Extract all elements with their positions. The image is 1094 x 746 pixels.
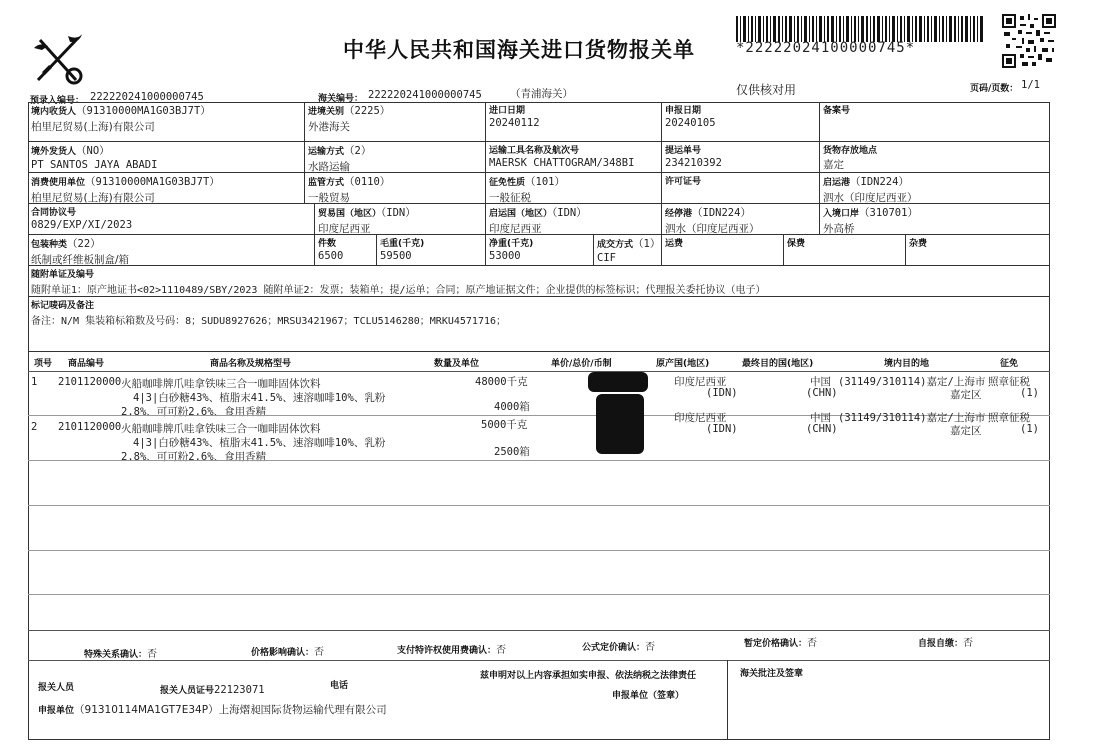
goods-dest-place-district: 嘉定区: [950, 425, 982, 437]
deal-mode-cell: 成交方式（1） CIF: [594, 235, 662, 266]
goods-name: 火船咖啡牌爪哇拿铁味三合一咖啡固体饮料: [121, 423, 321, 435]
license-cell: 许可证号: [662, 173, 820, 204]
goods-levy: 照章征税: [988, 376, 1030, 388]
customs-emblem: [28, 28, 90, 90]
record-no-cell: 备案号: [820, 102, 1050, 142]
col-header-item: 项号: [34, 359, 53, 369]
goods-spec: 4|3|白砂糖43%、植脂末41.5%、速溶咖啡10%、乳粉: [133, 437, 386, 449]
origin-country-cell: 启运国（地区）（IDN） 印度尼西亚: [486, 204, 662, 235]
declarant-label: 报关人员: [38, 683, 75, 693]
goods-row-divider: [28, 460, 1050, 461]
pre-entry-label: 预录入编号：: [30, 96, 85, 106]
customs-office: （青浦海关）: [510, 88, 573, 100]
transport-mode-cell: 运输方式（2） 水路运输: [305, 142, 486, 173]
transit-port-cell: 经停港（IDN224） 泗水（印度尼西亚）: [662, 204, 820, 235]
pre-entry-number: 222220241000000745: [90, 91, 204, 103]
contract-cell: 合同协议号 0829/EXP/XI/2023: [28, 204, 315, 235]
package-cell: 包装种类（22） 纸制或纤维板制盒/箱: [28, 235, 315, 266]
goods-header-rule: [28, 371, 1050, 372]
goods-dest-country-code: (CHN): [806, 387, 838, 399]
goods-item-no: 1: [31, 376, 38, 388]
barcode-text: *22222024100000745*: [736, 40, 916, 56]
freight-cell: 运费: [662, 235, 784, 266]
goods-levy-code: (1): [1020, 423, 1039, 435]
goods-hs-code: 2101120000: [58, 421, 122, 433]
departure-port-cell: 启运港（IDN224） 泗水（印度尼西亚）: [820, 173, 1050, 204]
declare-date-cell: 申报日期 20240105: [662, 102, 820, 142]
goods-table-bottom: [28, 630, 1050, 631]
import-date-cell: 进口日期 20240112: [486, 102, 662, 142]
docs-cell: 随附单证及编号 随附单证1：原产地证书<02>1110489/SBY/2023 随附单证2：发票；装箱单；提/运单；合同；原产地证据文件；企业提供的标签标识；代理报关委托协议（电子）: [28, 266, 1050, 297]
goods-name: 火船咖啡牌爪哇拿铁味三合一咖啡固体饮料: [121, 378, 321, 390]
misc-cell: 杂费: [906, 235, 1050, 266]
trade-country-cell: 贸易国（地区）（IDN） 印度尼西亚: [315, 204, 486, 235]
goods-origin-code: (IDN): [706, 387, 738, 399]
goods-row-divider: [28, 550, 1050, 551]
phone-label: 电话: [330, 681, 349, 691]
goods-row-divider: [28, 594, 1050, 595]
footer-divider: [727, 660, 728, 740]
col-header-levy: 征免: [1000, 359, 1019, 369]
customs-approval-label: 海关批注及签章: [740, 669, 804, 679]
storage-cell: 货物存放地点 嘉定: [820, 142, 1050, 173]
qr-code: [1002, 14, 1056, 68]
barcode: [736, 16, 984, 42]
goods-origin: 印度尼西亚: [674, 412, 727, 424]
reference-only-note: 仅供核对用: [736, 83, 797, 97]
entry-port-cell: 进境关别（2225） 外港海关: [305, 102, 486, 142]
goods-levy-code: (1): [1020, 387, 1039, 399]
self-declare-confirm: 自报自缴：否: [918, 638, 974, 649]
goods-spec: 4|3|白砂糖43%、植脂末41.5%、速溶咖啡10%、乳粉: [133, 392, 386, 404]
vessel-cell: 运输工具名称及航次号 MAERSK CHATTOGRAM/348BI: [486, 142, 662, 173]
confirm-bottom-rule: [28, 660, 1050, 661]
customs-no-label: 海关编号：: [318, 94, 364, 104]
goods-dest-country: 中国: [810, 412, 831, 424]
goods-qty-boxes: 4000箱: [494, 401, 530, 413]
redacted-price: [596, 394, 644, 454]
consignee-cell: 境内收货人（91310000MA1G03BJ7T） 柏里尼贸易(上海)有限公司: [28, 102, 305, 142]
goods-spec-cont: 2.8%、可可粉2.6%、食用香精: [121, 406, 267, 418]
goods-qty-boxes: 2500箱: [494, 446, 530, 458]
goods-item-no: 2: [31, 421, 38, 433]
special-relation-confirm: 特殊关系确认：否: [84, 649, 158, 660]
royalty-confirm: 支付特许权使用费确认：否: [397, 645, 507, 656]
formula-pricing-confirm: 公式定价确认：否: [582, 642, 656, 653]
goods-dest-place: (31149/310114)嘉定/上海市: [838, 412, 986, 424]
price-impact-confirm: 价格影响确认：否: [251, 647, 325, 658]
goods-row-divider: [28, 505, 1050, 506]
page-value: 1/1: [1021, 79, 1040, 91]
levy-cell: 征免性质（101） 一般征税: [486, 173, 662, 204]
declarant-cert: 报关人员证号22123071: [160, 684, 265, 696]
goods-qty-weight: 48000千克: [475, 376, 528, 388]
goods-origin-code: (IDN): [706, 423, 738, 435]
insurance-cell: 保费: [784, 235, 906, 266]
entry-place-cell: 入境口岸（310701） 外高桥: [820, 204, 1050, 235]
bl-cell: 提运单号 234210392: [662, 142, 820, 173]
goods-spec-cont: 2.8%、可可粉2.6%、食用香精: [121, 451, 267, 463]
col-header-dest-country: 最终目的国(地区): [742, 359, 814, 369]
provisional-price-confirm: 暂定价格确认：否: [744, 638, 818, 649]
seal-label: 申报单位（签章）: [612, 691, 685, 701]
goods-origin: 印度尼西亚: [674, 376, 727, 388]
declaring-unit: 申报单位（91310114MA1GT7E34P）上海熠昶国际货物运输代理有限公司: [38, 704, 387, 716]
legal-statement: 兹申明对以上内容承担如实申报、依法纳税之法律责任: [480, 671, 697, 681]
net-weight-cell: 净重(千克) 53000: [486, 235, 594, 266]
goods-dest-country-code: (CHN): [806, 423, 838, 435]
consumer-cell: 消费使用单位（91310000MA1G03BJ7T） 柏里尼贸易(上海)有限公司: [28, 173, 305, 204]
goods-dest-place-district: 嘉定区: [950, 389, 982, 401]
col-header-origin: 原产国(地区): [656, 359, 710, 369]
goods-levy: 照章征税: [988, 412, 1030, 424]
customs-number: 222220241000000745: [368, 89, 482, 101]
col-header-qty: 数量及单位: [434, 359, 480, 369]
col-header-price: 单价/总价/币制: [551, 359, 612, 369]
col-header-code: 商品编号: [68, 359, 105, 369]
shipper-cell: 境外发货人（NO） PT SANTOS JAYA ABADI: [28, 142, 305, 173]
goods-hs-code: 2101120000: [58, 376, 122, 388]
pieces-cell: 件数 6500: [315, 235, 377, 266]
gross-weight-cell: 毛重(千克) 59500: [377, 235, 486, 266]
redacted-price: [588, 372, 648, 392]
page-label: 页码/页数：: [970, 84, 1019, 94]
goods-dest-country: 中国: [810, 376, 831, 388]
marks-cell: 标记唛码及备注 备注：N/M 集装箱标箱数及号码：8；SUDU8927626；MRSU3421967；TCLU5146280；MRKU4571716；: [28, 297, 1050, 352]
supervision-cell: 监管方式（0110） 一般贸易: [305, 173, 486, 204]
goods-qty-weight: 5000千克: [481, 419, 528, 431]
form-title: 中华人民共和国海关进口货物报关单: [343, 38, 695, 62]
col-header-dest-place: 境内目的地: [884, 359, 930, 369]
col-header-name: 商品名称及规格型号: [210, 359, 292, 369]
goods-dest-place: (31149/310114)嘉定/上海市: [838, 376, 986, 388]
